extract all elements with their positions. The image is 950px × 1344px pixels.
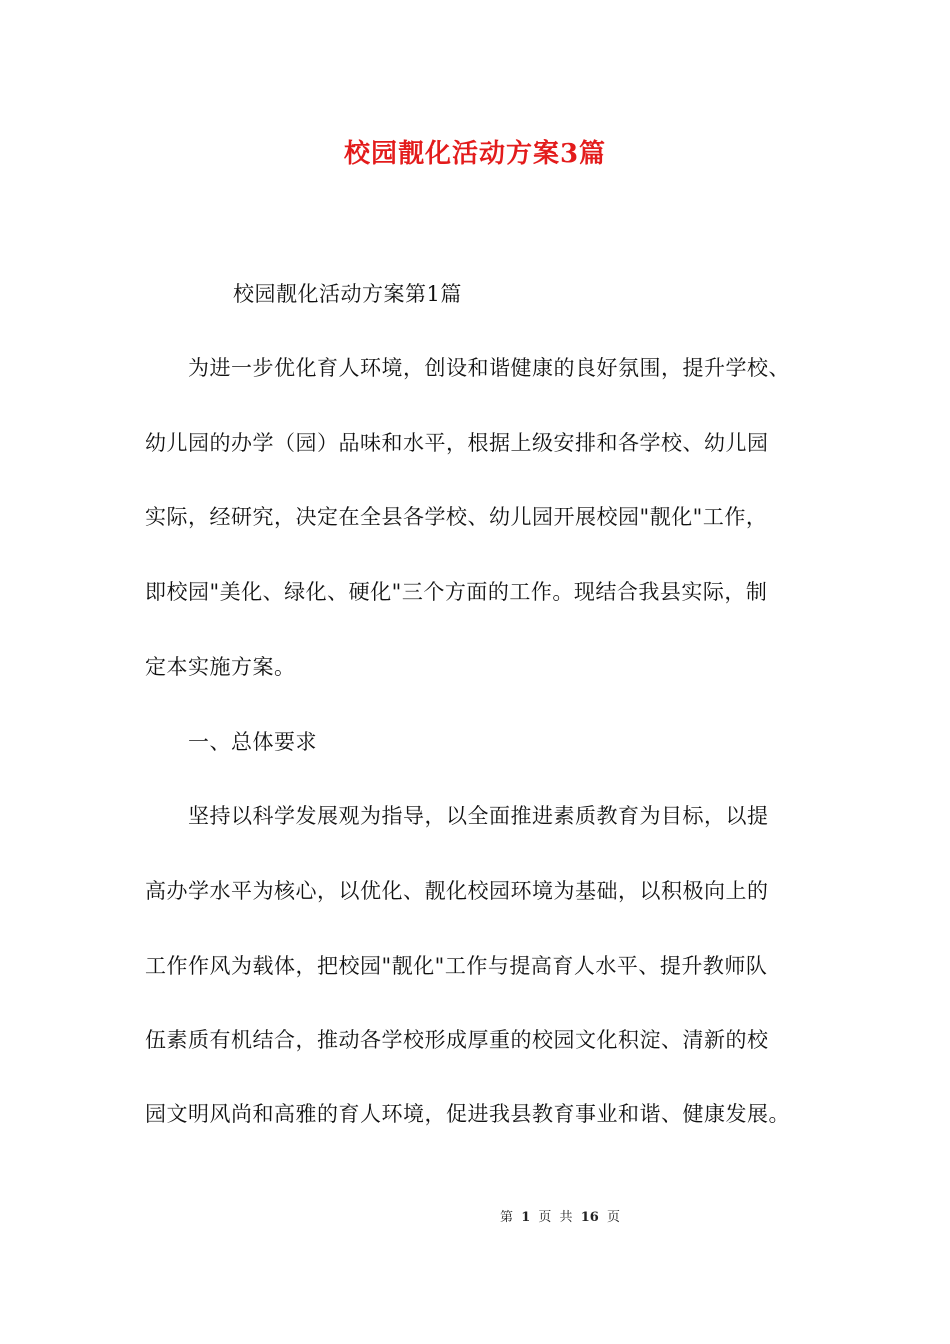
section-heading: 一、总体要求 bbox=[188, 730, 317, 754]
section-title: 校园靓化活动方案第1篇 bbox=[233, 282, 462, 306]
footer-total-pages: 16 bbox=[580, 1210, 599, 1225]
footer-suffix: 页 bbox=[606, 1210, 620, 1225]
paragraph-line: 即校园"美化、绿化、硬化"三个方面的工作。现结合我县实际，制 bbox=[145, 580, 768, 604]
paragraph-line: 定本实施方案。 bbox=[145, 655, 296, 679]
page-footer bbox=[0, 1208, 950, 1228]
paragraph-line: 幼儿园的办学（园）品味和水平，根据上级安排和各学校、幼儿园 bbox=[145, 431, 769, 455]
footer-page-word: 页 bbox=[538, 1210, 552, 1225]
paragraph-line: 坚持以科学发展观为指导，以全面推进素质教育为目标，以提 bbox=[188, 804, 769, 828]
paragraph-line: 高办学水平为核心，以优化、靓化校园环境为基础，以积极向上的 bbox=[145, 879, 769, 903]
paragraph-line: 工作作风为载体，把校园"靓化"工作与提高育人水平、提升教师队 bbox=[145, 954, 768, 978]
paragraph-line: 实际，经研究，决定在全县各学校、幼儿园开展校园"靓化"工作， bbox=[145, 505, 768, 529]
document-title: 校园靓化活动方案3篇 bbox=[343, 139, 607, 169]
footer-prefix: 第 bbox=[500, 1210, 514, 1225]
paragraph-line: 园文明风尚和高雅的育人环境，促进我县教育事业和谐、健康发展。 bbox=[145, 1102, 790, 1126]
footer-total-word: 共 bbox=[559, 1210, 573, 1225]
paragraph-line: 为进一步优化育人环境，创设和谐健康的良好氛围，提升学校、 bbox=[188, 356, 790, 380]
paragraph-line: 伍素质有机结合，推动各学校形成厚重的校园文化积淀、清新的校 bbox=[145, 1028, 769, 1052]
footer-current-page: 1 bbox=[521, 1210, 531, 1225]
